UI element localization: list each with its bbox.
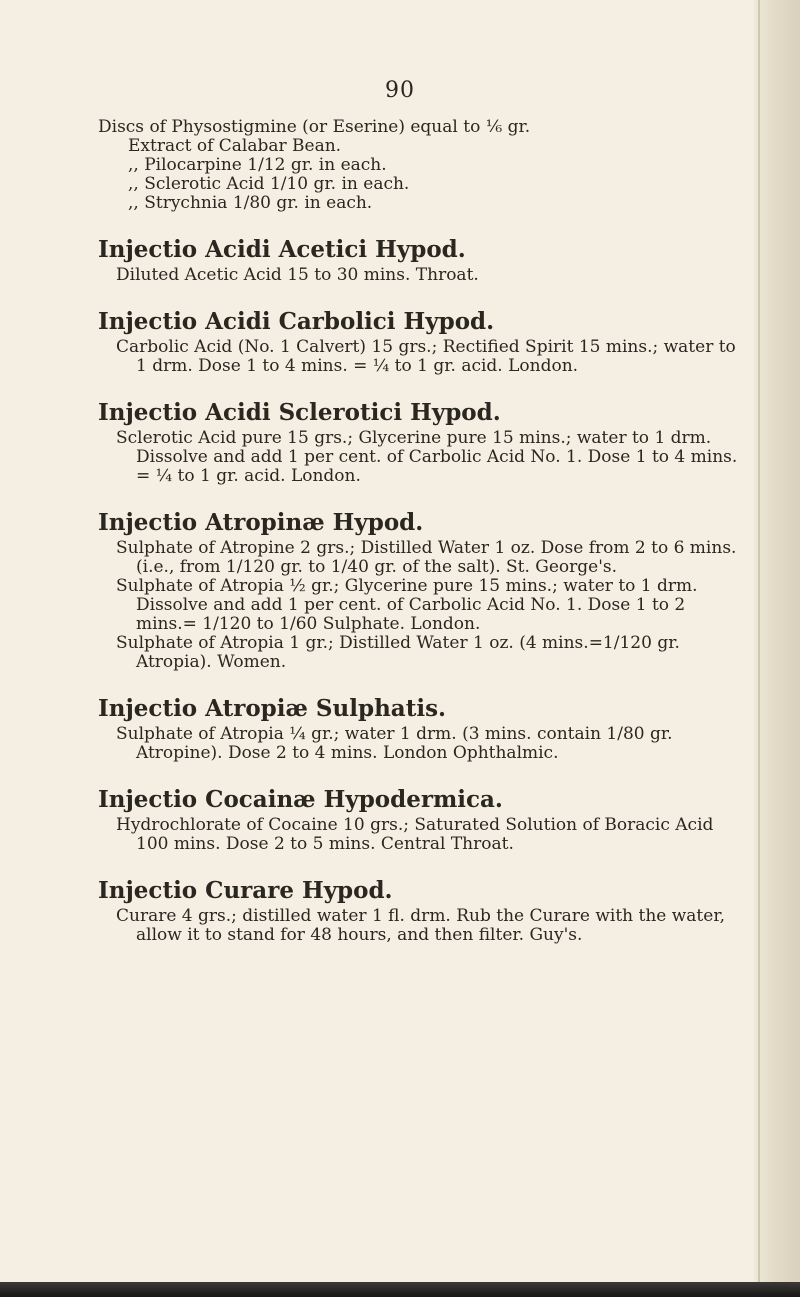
entry-heading: Injectio Atropinæ Hypod. xyxy=(98,509,424,536)
entry-heading: Injectio Acidi Acetici Hypod. xyxy=(98,236,466,263)
entry-curare xyxy=(98,876,738,945)
entry-heading: Injectio Acidi Carbolici Hypod. xyxy=(98,308,495,335)
page-number: 90 xyxy=(385,78,415,103)
page-content xyxy=(98,118,738,945)
entry-acidi-sclerotici xyxy=(98,398,738,486)
continuation-block xyxy=(98,118,738,213)
entry-body: Hydrochlorate of Cocaine 10 grs.; Saturated Solution of Boracic Acid 100 mins. Dose 2 to 5 mins. Central Throat. xyxy=(116,815,714,854)
entry-body: Carbolic Acid (No. 1 Calvert) 15 grs.; Rectified Spirit 15 mins.; water to 1 drm. Dose 1 to 4 mins. = ¼ to 1 gr. acid. London. xyxy=(116,337,736,376)
entry-body: Sclerotic Acid pure 15 grs.; Glycerine pure 15 mins.; water to 1 drm. Dissolve and add 1 per cent. of Carbolic Acid No. 1. Dose 1 to 4 mins. = ¼ to 1 gr. acid. London. xyxy=(116,428,738,486)
continuation-line: ,, Pilocarpine 1/12 gr. in each. xyxy=(128,155,387,175)
entry-paragraph: Sulphate of Atropia ½ gr.; Glycerine pure 15 mins.; water to 1 drm. Dissolve and add 1 per cent. of Carbolic Acid No. 1. Dose 1 to 2 mins.= 1/120 to 1/60 Sulphate. London. xyxy=(116,576,698,634)
entry-body: Diluted Acetic Acid 15 to 30 mins. Throat. xyxy=(116,265,479,285)
continuation-line: Extract of Calabar Bean. xyxy=(128,136,342,156)
entry-paragraph: Sulphate of Atropine 2 grs.; Distilled Water 1 oz. Dose from 2 to 6 mins. (i.e., from 1/120 gr. to 1/40 gr. of the salt). St. George's. xyxy=(116,538,737,577)
entry-body: Sulphate of Atropia ¼ gr.; water 1 drm. (3 mins. contain 1/80 gr. Atropine). Dose 2 to 4 mins. London Ophthalmic. xyxy=(116,724,673,763)
entry-atropiae-sulphatis xyxy=(98,694,738,763)
continuation-line: ,, Sclerotic Acid 1/10 gr. in each. xyxy=(128,174,410,194)
entry-acidi-carbolici xyxy=(98,307,738,376)
entry-heading: Injectio Cocainæ Hypodermica. xyxy=(98,786,503,813)
page-edge-line xyxy=(758,0,760,1297)
entry-atropinae xyxy=(98,508,738,672)
entry-heading: Injectio Curare Hypod. xyxy=(98,877,393,904)
page-bottom-bar xyxy=(0,1282,800,1297)
continuation-line: Discs of Physostigmine (or Eserine) equal to ⅙ gr. xyxy=(98,117,531,137)
entry-heading: Injectio Acidi Sclerotici Hypod. xyxy=(98,399,501,426)
page-edge xyxy=(754,0,800,1297)
entry-body: Curare 4 grs.; distilled water 1 fl. drm. Rub the Curare with the water, allow it to stand for 48 hours, and then filter. Guy's. xyxy=(116,906,725,945)
entry-paragraph: Sulphate of Atropia 1 gr.; Distilled Water 1 oz. (4 mins.=1/120 gr. Atropia). Women. xyxy=(116,633,680,672)
entry-heading: Injectio Atropiæ Sulphatis. xyxy=(98,695,447,722)
entry-cocainae xyxy=(98,785,738,854)
entry-acidi-acetici xyxy=(98,235,738,285)
continuation-line: ,, Strychnia 1/80 gr. in each. xyxy=(128,193,373,213)
